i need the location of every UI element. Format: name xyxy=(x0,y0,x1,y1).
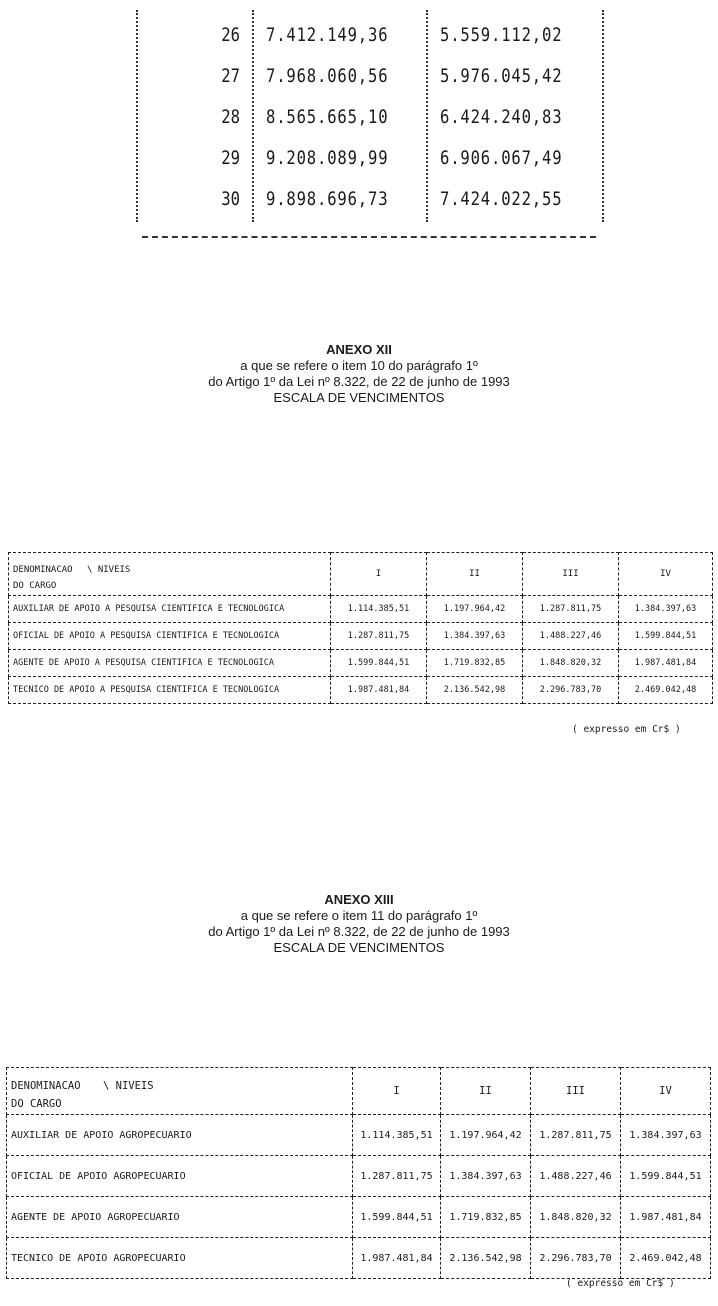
value-cell: 9.208.089,99 xyxy=(266,147,389,169)
salary-value: 1.197.964,42 xyxy=(441,1115,531,1156)
salary-value: 1.114.385,51 xyxy=(353,1115,441,1156)
value-cell: 5.559.112,02 xyxy=(440,24,563,46)
salary-value: 2.469.042,48 xyxy=(619,677,713,704)
salary-value: 1.384.397,63 xyxy=(621,1115,711,1156)
salary-value: 1.384.397,63 xyxy=(427,623,523,650)
salary-value: 2.136.542,98 xyxy=(427,677,523,704)
salary-value: 2.296.783,70 xyxy=(531,1238,621,1279)
table-row xyxy=(134,57,606,93)
salary-value: 1.114.385,51 xyxy=(331,596,427,623)
table-row xyxy=(7,1115,711,1156)
header-level: I xyxy=(353,1068,441,1115)
annex-reference-line: do Artigo 1º da Lei nº 8.322, de 22 de junho de 1993 xyxy=(208,374,510,389)
salary-value: 1.197.964,42 xyxy=(427,596,523,623)
header-niveis: \ NIVEIS xyxy=(103,1080,154,1092)
salary-value: 1.599.844,51 xyxy=(353,1197,441,1238)
salary-value: 1.384.397,63 xyxy=(619,596,713,623)
header-cargo: DO CARGO xyxy=(11,1098,62,1110)
annex-title: ANEXO XII xyxy=(326,342,392,357)
salary-value: 1.599.844,51 xyxy=(331,650,427,677)
salary-value: 1.848.820,32 xyxy=(523,650,619,677)
header-level: II xyxy=(441,1068,531,1115)
table-row xyxy=(7,1197,711,1238)
annex-xii-salary-table xyxy=(8,552,713,704)
value-cell: 7.424.022,55 xyxy=(440,188,563,210)
value-cell: 9.898.696,73 xyxy=(266,188,389,210)
position-name: TECNICO DE APOIO A PESQUISA CIENTIFICA E TECNOLOGICA xyxy=(9,677,331,704)
value-cell: 7.412.149,36 xyxy=(266,24,389,46)
position-name: OFICIAL DE APOIO AGROPECUARIO xyxy=(7,1156,353,1197)
table-row xyxy=(7,1156,711,1197)
annex-subtitle: ESCALA DE VENCIMENTOS xyxy=(273,940,445,955)
level-number: 27 xyxy=(221,65,240,87)
table-header-row xyxy=(7,1068,711,1115)
salary-continuation-table xyxy=(134,0,606,238)
table-row xyxy=(9,596,713,623)
annex-xii-heading xyxy=(0,342,718,406)
header-level: III xyxy=(531,1068,621,1115)
annex-reference-line: a que se refere o item 11 do parágrafo 1º xyxy=(240,908,478,923)
table-row xyxy=(134,139,606,175)
annex-xiii-heading xyxy=(0,892,718,956)
salary-value: 1.987.481,84 xyxy=(331,677,427,704)
salary-value: 1.488.227,46 xyxy=(523,623,619,650)
annex-reference-line: do Artigo 1º da Lei nº 8.322, de 22 de junho de 1993 xyxy=(208,924,510,939)
annex-xiii-salary-table xyxy=(6,1067,711,1279)
position-name: OFICIAL DE APOIO A PESQUISA CIENTIFICA E TECNOLOGICA xyxy=(9,623,331,650)
position-name: AUXILIAR DE APOIO AGROPECUARIO xyxy=(7,1115,353,1156)
level-number: 30 xyxy=(221,188,240,210)
currency-note: ( expresso em Cr$ ) xyxy=(566,1278,675,1289)
salary-value: 1.599.844,51 xyxy=(621,1156,711,1197)
salary-value: 1.599.844,51 xyxy=(619,623,713,650)
salary-value: 2.296.783,70 xyxy=(523,677,619,704)
salary-value: 1.488.227,46 xyxy=(531,1156,621,1197)
table-row xyxy=(7,1238,711,1279)
level-number: 26 xyxy=(221,24,240,46)
position-name: TECNICO DE APOIO AGROPECUARIO xyxy=(7,1238,353,1279)
annex-title: ANEXO XIII xyxy=(324,892,394,907)
header-denomination xyxy=(7,1068,353,1115)
value-cell: 5.976.045,42 xyxy=(440,65,563,87)
value-cell: 6.424.240,83 xyxy=(440,106,563,128)
salary-value: 1.987.481,84 xyxy=(619,650,713,677)
table-row xyxy=(134,16,606,52)
table-header-row xyxy=(9,553,713,596)
table-row xyxy=(9,623,713,650)
table-row xyxy=(134,180,606,216)
salary-value: 1.384.397,63 xyxy=(441,1156,531,1197)
salary-value: 1.719.832,85 xyxy=(427,650,523,677)
header-level: II xyxy=(427,553,523,596)
value-cell: 7.968.060,56 xyxy=(266,65,389,87)
header-cargo: DO CARGO xyxy=(13,581,57,591)
salary-value: 1.287.811,75 xyxy=(531,1115,621,1156)
level-number: 28 xyxy=(221,106,240,128)
position-name: AGENTE DE APOIO A PESQUISA CIENTIFICA E TECNOLOGICA xyxy=(9,650,331,677)
position-name: AUXILIAR DE APOIO A PESQUISA CIENTIFICA E TECNOLOGICA xyxy=(9,596,331,623)
salary-value: 2.136.542,98 xyxy=(441,1238,531,1279)
salary-value: 1.287.811,75 xyxy=(523,596,619,623)
header-level: IV xyxy=(619,553,713,596)
annex-subtitle: ESCALA DE VENCIMENTOS xyxy=(273,390,445,405)
header-niveis: \ NIVEIS xyxy=(87,565,131,575)
value-cell: 8.565.665,10 xyxy=(266,106,389,128)
table-row xyxy=(9,650,713,677)
salary-value: 1.987.481,84 xyxy=(621,1197,711,1238)
salary-value: 1.848.820,32 xyxy=(531,1197,621,1238)
header-level: IV xyxy=(621,1068,711,1115)
table-row xyxy=(9,677,713,704)
currency-note: ( expresso em Cr$ ) xyxy=(572,724,681,735)
header-level: I xyxy=(331,553,427,596)
table-bottom-rule xyxy=(142,236,596,238)
header-denominacao: DENOMINACAO xyxy=(11,1080,81,1092)
salary-value: 1.287.811,75 xyxy=(353,1156,441,1197)
header-denomination xyxy=(9,553,331,596)
value-cell: 6.906.067,49 xyxy=(440,147,563,169)
level-number: 29 xyxy=(221,147,240,169)
position-name: AGENTE DE APOIO AGROPECUARIO xyxy=(7,1197,353,1238)
salary-value: 2.469.042,48 xyxy=(621,1238,711,1279)
salary-value: 1.987.481,84 xyxy=(353,1238,441,1279)
header-denominacao: DENOMINACAO xyxy=(13,565,73,575)
salary-value: 1.287.811,75 xyxy=(331,623,427,650)
header-level: III xyxy=(523,553,619,596)
salary-value: 1.719.832,85 xyxy=(441,1197,531,1238)
table-row xyxy=(134,98,606,134)
annex-reference-line: a que se refere o item 10 do parágrafo 1º xyxy=(240,358,478,373)
